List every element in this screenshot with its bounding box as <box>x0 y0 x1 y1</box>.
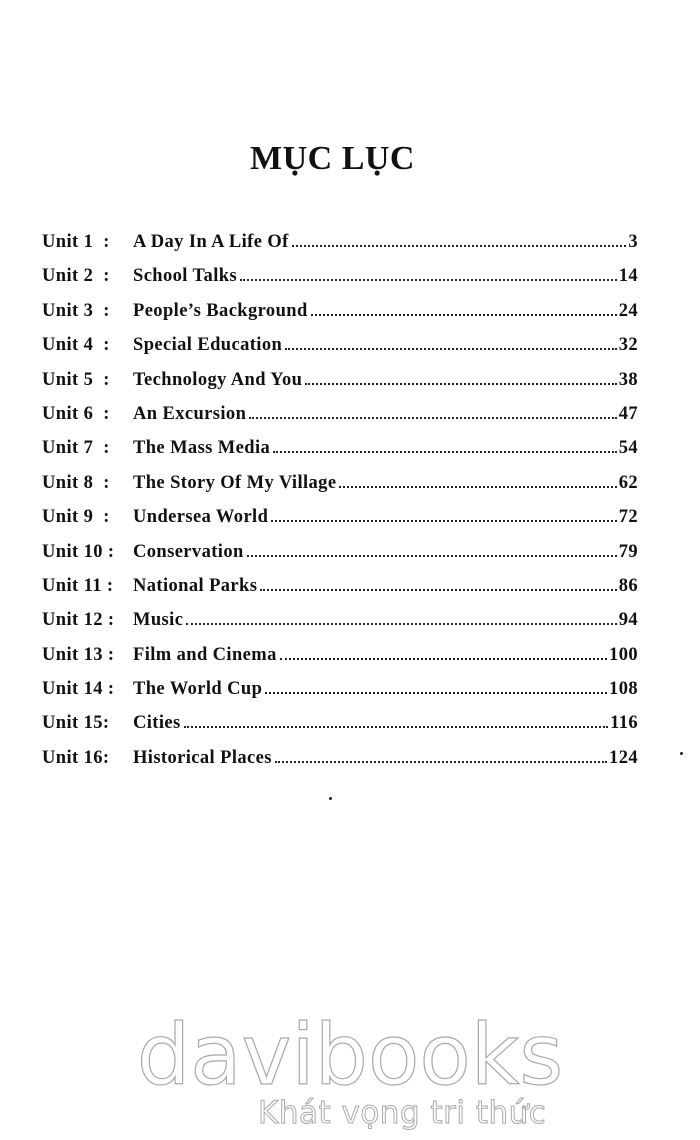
toc-entry <box>42 473 638 507</box>
toc-separator: : <box>93 266 110 287</box>
toc-page-number: 108 <box>609 679 638 700</box>
toc-page-number: 32 <box>618 335 638 356</box>
dot-leader <box>280 658 607 660</box>
toc-entry-title: National Parks <box>133 575 258 596</box>
toc-entry <box>42 748 638 782</box>
toc-unit-number: Unit 4 <box>42 335 94 356</box>
dot-leader <box>265 692 607 694</box>
toc-unit-number: Unit 12 <box>42 610 103 631</box>
dot-leader <box>260 589 616 591</box>
toc-page-number: 47 <box>618 403 638 424</box>
toc-entry-title: People’s Background <box>133 300 308 321</box>
dot-leader <box>292 245 627 247</box>
toc-page-number: 54 <box>618 438 638 459</box>
toc-separator: : <box>93 335 110 356</box>
toc-unit-number: Unit 6 <box>42 403 94 424</box>
toc-entry <box>42 301 638 335</box>
toc-page-number: 116 <box>610 713 638 734</box>
toc-page-number: 14 <box>618 266 638 287</box>
toc-unit-number: Unit 2 <box>42 266 94 287</box>
toc-entry-title: A Day In A Life Of <box>133 232 289 252</box>
toc-page-number: 124 <box>609 747 638 768</box>
toc-entry-title: Undersea World <box>133 507 269 528</box>
toc-unit-label <box>42 266 133 287</box>
toc-entry-title: Music <box>133 610 184 631</box>
watermark <box>0 1006 700 1131</box>
toc-unit-number: Unit 13 <box>42 644 103 665</box>
toc-entry-title: Special Education <box>133 335 283 356</box>
toc-entry <box>42 576 638 610</box>
toc-unit-number: Unit 11 <box>42 575 102 596</box>
toc-entry-title: The Mass Media <box>133 438 271 459</box>
watermark-logo: davibooks <box>136 1006 564 1104</box>
toc-unit-label <box>42 507 133 528</box>
toc-separator: : <box>102 541 115 562</box>
toc-entry-title: Film and Cinema <box>133 644 277 665</box>
toc-page-number: 38 <box>618 369 638 390</box>
toc-entry <box>42 713 638 747</box>
toc-separator: : <box>102 679 115 700</box>
dot-leader <box>305 383 616 385</box>
toc-entry <box>42 404 638 438</box>
toc-entry-title: An Excursion <box>133 403 247 424</box>
toc-unit-label <box>42 370 133 391</box>
toc-entry-title: Technology And You <box>133 369 303 390</box>
toc-page-number: 86 <box>618 575 638 596</box>
toc-unit-label <box>42 335 133 356</box>
toc-entry <box>42 370 638 404</box>
toc-unit-number: Unit 8 <box>42 472 94 493</box>
page-title: MỤC LỤC <box>250 140 415 177</box>
toc-unit-label <box>42 301 133 322</box>
toc-entry-title: The World Cup <box>133 679 263 700</box>
toc-entry <box>42 232 638 266</box>
toc-entry <box>42 610 638 644</box>
toc-unit-number: Unit 1 <box>42 232 94 252</box>
toc-entry <box>42 542 638 576</box>
toc-unit-number: Unit 16 <box>42 747 103 768</box>
toc-page-number: 94 <box>618 610 638 631</box>
dot-leader <box>339 486 616 488</box>
toc-unit-number: Unit 3 <box>42 300 94 321</box>
toc-unit-number: Unit 15 <box>42 713 103 734</box>
toc-entry-title: Conservation <box>133 541 244 562</box>
dot-leader <box>184 726 608 728</box>
toc-unit-label <box>42 438 133 459</box>
toc-entry <box>42 679 638 713</box>
toc-unit-label <box>42 576 133 597</box>
dot-leader <box>240 279 617 281</box>
dot-leader <box>186 623 616 625</box>
toc-unit-label <box>42 645 133 666</box>
stray-dot <box>329 797 332 800</box>
toc-separator: : <box>93 507 110 528</box>
toc-unit-number: Unit 7 <box>42 438 94 459</box>
toc-entry-title: Historical Places <box>133 747 272 768</box>
toc-unit-number: Unit 14 <box>42 679 103 700</box>
toc-separator: : <box>102 610 115 631</box>
table-of-contents <box>42 232 638 782</box>
toc-page-number: 100 <box>609 644 638 665</box>
toc-separator: : <box>93 472 110 493</box>
toc-page-number: 24 <box>618 300 638 321</box>
toc-page-number: 3 <box>628 232 638 252</box>
toc-entry <box>42 335 638 369</box>
toc-page-number: 79 <box>618 541 638 562</box>
toc-separator: : <box>93 232 110 252</box>
toc-entry <box>42 266 638 300</box>
toc-unit-label <box>42 542 133 563</box>
toc-entry-title: The Story Of My Village <box>133 472 337 493</box>
toc-page-number: 62 <box>618 472 638 493</box>
toc-separator: : <box>101 575 114 596</box>
toc-separator: : <box>93 403 110 424</box>
toc-unit-number: Unit 10 <box>42 541 103 562</box>
toc-unit-number: Unit 5 <box>42 369 94 390</box>
dot-leader <box>249 417 616 419</box>
toc-separator: : <box>93 438 110 459</box>
toc-entry-title: School Talks <box>133 266 238 287</box>
dot-leader <box>311 314 617 316</box>
toc-unit-label <box>42 713 133 734</box>
toc-unit-label <box>42 232 133 253</box>
dot-leader <box>271 520 616 522</box>
dot-leader <box>273 451 617 453</box>
toc-unit-label <box>42 404 133 425</box>
dot-leader <box>285 348 617 350</box>
toc-separator: : <box>102 713 110 734</box>
stray-dot <box>680 752 683 755</box>
toc-unit-label <box>42 748 133 769</box>
dot-leader <box>275 761 607 763</box>
dot-leader <box>247 555 617 557</box>
toc-unit-label <box>42 610 133 631</box>
toc-separator: : <box>102 644 115 665</box>
toc-unit-number: Unit 9 <box>42 507 94 528</box>
watermark-tagline: Khát vọng tri thức <box>258 1095 547 1131</box>
toc-separator: : <box>93 300 110 321</box>
toc-entry <box>42 507 638 541</box>
toc-entry-title: Cities <box>133 713 181 734</box>
toc-unit-label <box>42 679 133 700</box>
toc-entry <box>42 645 638 679</box>
toc-entry <box>42 438 638 472</box>
toc-page-number: 72 <box>618 507 638 528</box>
toc-separator: : <box>93 369 110 390</box>
toc-unit-label <box>42 473 133 494</box>
toc-separator: : <box>102 747 110 768</box>
